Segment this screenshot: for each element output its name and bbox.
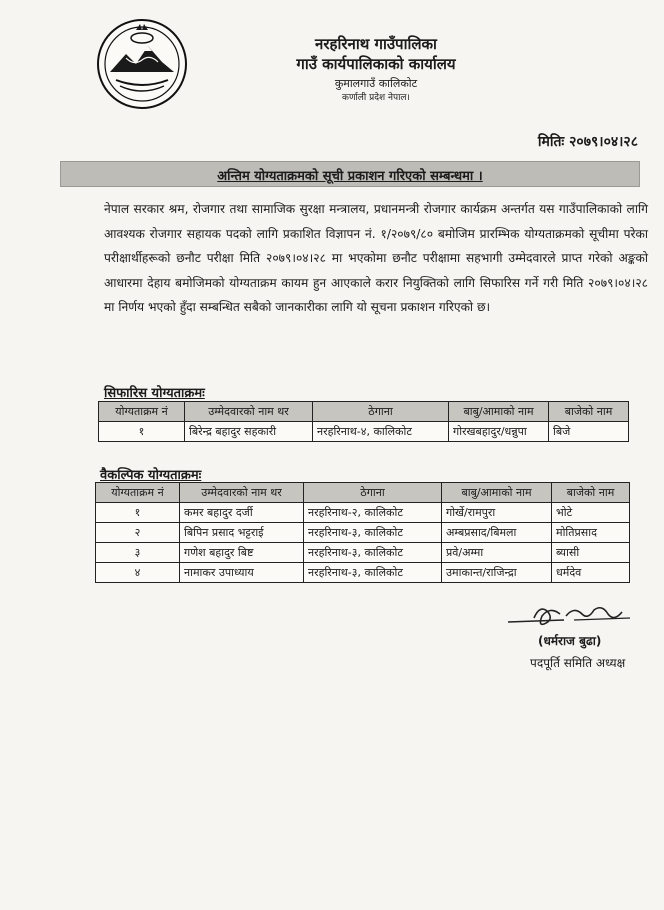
header-address: ठेगाना bbox=[304, 483, 442, 503]
header-parents: बाबु/आमाको नाम bbox=[442, 483, 552, 503]
header-rank: योग्यताक्रम नं bbox=[96, 483, 180, 503]
cell-address: नरहरिनाथ-४, कालिकोट bbox=[313, 422, 449, 442]
subject-text: अन्तिम योग्यताक्रमको सूची प्रकाशन गरिएको सम्बन्धमा । bbox=[217, 169, 483, 184]
cell-candidate-name: नामाकर उपाध्याय bbox=[180, 563, 304, 583]
cell-candidate-name: बिरेन्द्र बहादुर सहकारी bbox=[185, 422, 313, 442]
table-row bbox=[96, 543, 630, 563]
cell-parents: प्रवे/अम्मा bbox=[442, 543, 552, 563]
subject-bar bbox=[60, 161, 640, 187]
signatory-title: पदपूर्ति समिति अध्यक्ष bbox=[530, 656, 626, 670]
cell-parents: गोर्खे/रामपुरा bbox=[442, 503, 552, 523]
cell-rank: २ bbox=[96, 523, 180, 543]
office-province: कर्णाली प्रदेश नेपाल। bbox=[342, 93, 410, 103]
cell-grandfather: भोटे bbox=[552, 503, 630, 523]
header-address: ठेगाना bbox=[313, 402, 449, 422]
cell-address: नरहरिनाथ-२, कालिकोट bbox=[304, 503, 442, 523]
cell-candidate-name: कमर बहादुर दर्जी bbox=[180, 503, 304, 523]
table-row bbox=[96, 563, 630, 583]
header-rank: योग्यताक्रम नं bbox=[99, 402, 185, 422]
header-candidate-name: उम्मेदवारको नाम थर bbox=[185, 402, 313, 422]
government-seal-icon bbox=[96, 18, 188, 110]
cell-parents: अम्बप्रसाद/बिमला bbox=[442, 523, 552, 543]
cell-address: नरहरिनाथ-३, कालिकोट bbox=[304, 523, 442, 543]
signatory-name: (धर्मराज बुढा) bbox=[538, 634, 602, 648]
table-row bbox=[96, 523, 630, 543]
table-header-row bbox=[99, 402, 629, 422]
cell-parents: गोरखबहादुर/धन्नुपा bbox=[449, 422, 549, 442]
notice-body: नेपाल सरकार श्रम, रोजगार तथा सामाजिक सुरक्षा मन्त्रालय, प्रधानमन्त्री रोजगार कार्यक्रम अन्तर्गत यस गाउँपालिकाको लागि आवश्यक रोजगार सहायक पदको लागि प्रकाशित विज्ञापन नं. १/२०७९/८० बमोजिम प्रारम्भिक योग्यताक्रमको सूचीमा परेका परीक्षार्थीहरूको छनौट परीक्षा मिति २०७९।०४।२८ मा भएकोमा छनौट परीक्षामा सहभागी उम्मेदवारले प्राप्त गरेको अङ्कको आधारमा देहाय बमोजिमको योग्यताक्रम कायम हुन आएकाले करार नियुक्तिको लागि सिफारिस गर्ने गरी मिति २०७९।०४।२८ मा निर्णय भएको हुँदा सम्बन्धित सबैको जानकारीका लागि यो सूचना प्रकाशन गरिएको छ। bbox=[104, 202, 648, 314]
cell-grandfather: धर्मदेव bbox=[552, 563, 630, 583]
cell-rank: ४ bbox=[96, 563, 180, 583]
cell-parents: उमाकान्त/राजिन्द्रा bbox=[442, 563, 552, 583]
cell-grandfather: बिजे bbox=[549, 422, 629, 442]
alternate-table bbox=[95, 482, 630, 583]
table-header-row bbox=[96, 483, 630, 503]
cell-grandfather: ब्यासी bbox=[552, 543, 630, 563]
alternate-title: वैकल्पिक योग्यताक्रमः bbox=[100, 468, 202, 483]
cell-grandfather: मोतिप्रसाद bbox=[552, 523, 630, 543]
recommended-table bbox=[98, 401, 629, 442]
header-grandfather: बाजेको नाम bbox=[549, 402, 629, 422]
table-row bbox=[96, 503, 630, 523]
date-value: २०७९।०४।२८ bbox=[569, 134, 638, 150]
header-grandfather: बाजेको नाम bbox=[552, 483, 630, 503]
cell-rank: १ bbox=[99, 422, 185, 442]
cell-address: नरहरिनाथ-३, कालिकोट bbox=[304, 563, 442, 583]
cell-candidate-name: बिपिन प्रसाद भट्टराई bbox=[180, 523, 304, 543]
office-name: गाउँ कार्यपालिकाको कार्यालय bbox=[296, 55, 456, 73]
cell-address: नरहरिनाथ-३, कालिकोट bbox=[304, 543, 442, 563]
organization-name: नरहरिनाथ गाउँपालिका bbox=[315, 35, 437, 53]
notice-date bbox=[538, 132, 638, 151]
header-parents: बाबु/आमाको नाम bbox=[449, 402, 549, 422]
office-address: कुमालगाउँ कालिकोट bbox=[334, 77, 418, 90]
cell-rank: ३ bbox=[96, 543, 180, 563]
cell-candidate-name: गणेश बहादुर बिष्ट bbox=[180, 543, 304, 563]
office-header bbox=[226, 34, 526, 104]
table-row bbox=[99, 422, 629, 442]
cell-rank: १ bbox=[96, 503, 180, 523]
header-candidate-name: उम्मेदवारको नाम थर bbox=[180, 483, 304, 503]
recommended-title: सिफारिस योग्यताक्रमः bbox=[104, 386, 205, 401]
handwritten-signature bbox=[504, 598, 634, 634]
date-label: मितिः bbox=[537, 134, 565, 150]
